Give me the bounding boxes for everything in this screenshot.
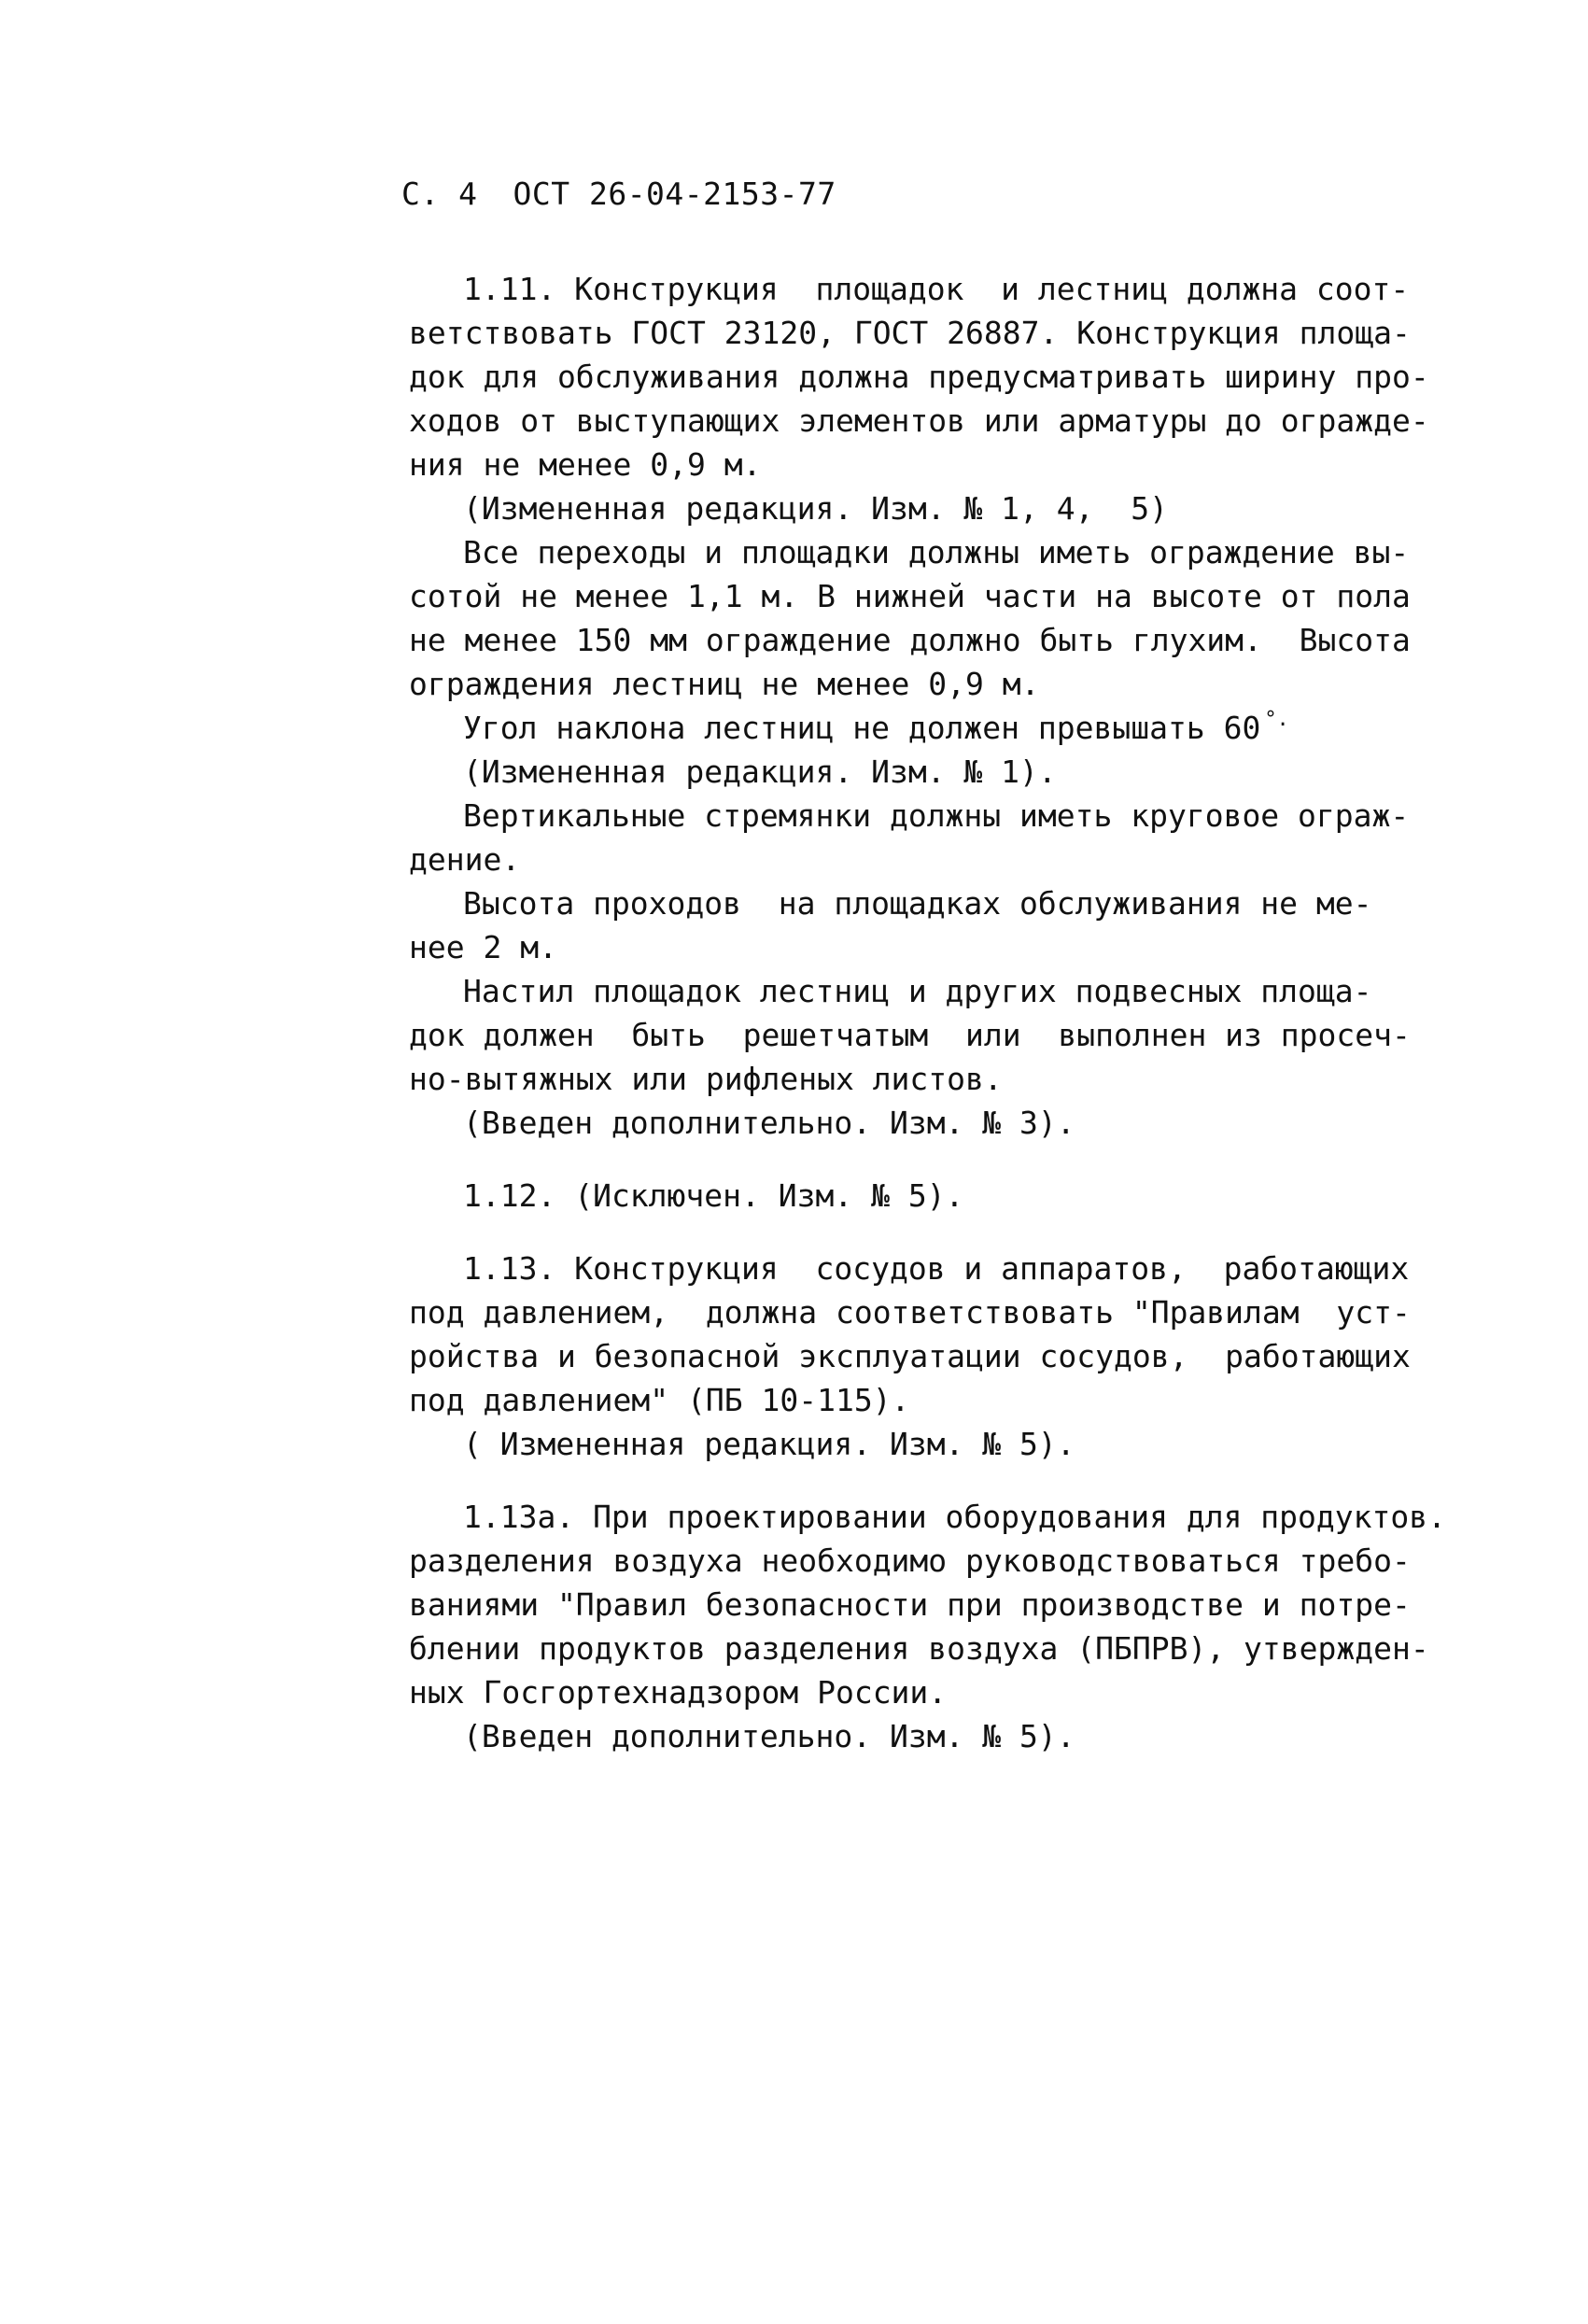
text-line: сотой не менее 1,1 м. В нижней части на высоте от пола [409,578,1411,614]
document-body [409,267,1446,1758]
angle-text: Угол наклона лестниц не должен превышать 60 [463,710,1261,746]
section-1-13 [409,1247,1411,1466]
text-line: Высота проходов на площадках обслуживания не ме- [463,885,1372,922]
section-gap [409,1145,1389,1174]
page-number: С. 4 [401,176,478,212]
amendment-note: (Измененная редакция. Изм. № 1, 4, 5) [463,490,1168,527]
text-line: 1.11. Конструкция площадок и лестниц должна соот- [463,271,1410,307]
text-line: ных Госгортехнадзором России. [409,1674,948,1711]
text-line: Настил площадок лестниц и других подвесных площа- [463,973,1372,1009]
text-line: Вертикальные стремянки должны иметь круговое ограж- [463,797,1410,834]
degree-suffix: °. [1264,708,1289,731]
text-line: док для обслуживания должна предусматривать ширину про- [409,359,1429,395]
text-line: 1.13. Конструкция сосудов и аппаратов, работающих [463,1250,1410,1287]
section-1-12 [409,1174,1389,1218]
text-line: разделения воздуха необходимо руководствоваться требо- [409,1542,1411,1579]
text-line: ваниями "Правил безопасности при производстве и потре- [409,1586,1411,1623]
text-line: блении продуктов разделения воздуха (ПБПРВ), утвержден- [409,1630,1429,1667]
text-line: ния не менее 0,9 м. [409,446,762,483]
amendment-note: (Введен дополнительно. Изм. № 5). [463,1718,1075,1754]
text-line: под давлением" (ПБ 10-115). [409,1382,910,1418]
section-1-13a [409,1495,1446,1758]
text-line: док должен быть решетчатым или выполнен из просеч- [409,1017,1411,1053]
text-line: но-вытяжных или рифленых листов. [409,1061,1003,1097]
text-line: дение. [409,841,521,878]
text-line: ройства и безопасной эксплуатации сосудов, работающих [409,1338,1411,1374]
section-gap [409,1218,1389,1247]
amendment-note: (Введен дополнительно. Изм. № 3). [463,1105,1075,1141]
text-line [409,706,1389,750]
text-line: нее 2 м. [409,929,557,965]
section-gap [409,1466,1389,1495]
page-header [401,176,836,212]
text-line: 1.12. (Исключен. Изм. № 5). [463,1177,964,1214]
text-line: ограждения лестниц не менее 0,9 м. [409,666,1040,702]
text-line: 1.13а. При проектировании оборудования для продуктов. [463,1499,1446,1535]
amendment-note: ( Измененная редакция. Изм. № 5). [463,1426,1075,1462]
amendment-note: (Измененная редакция. Изм. № 1). [463,754,1057,790]
text-line: ходов от выступающих элементов или арматуры до огражде- [409,402,1429,439]
text-line: под давлением, должна соответствовать "Правилам уст- [409,1294,1411,1331]
section-1-11 [409,267,1429,1145]
text-line: ветствовать ГОСТ 23120, ГОСТ 26887. Конструкция площа- [409,315,1411,351]
text-line: Все переходы и площадки должны иметь ограждение вы- [463,534,1410,570]
document-code: ОСТ 26-04-2153-77 [513,176,836,212]
text-line: не менее 150 мм ограждение должно быть глухим. Высота [409,622,1411,658]
